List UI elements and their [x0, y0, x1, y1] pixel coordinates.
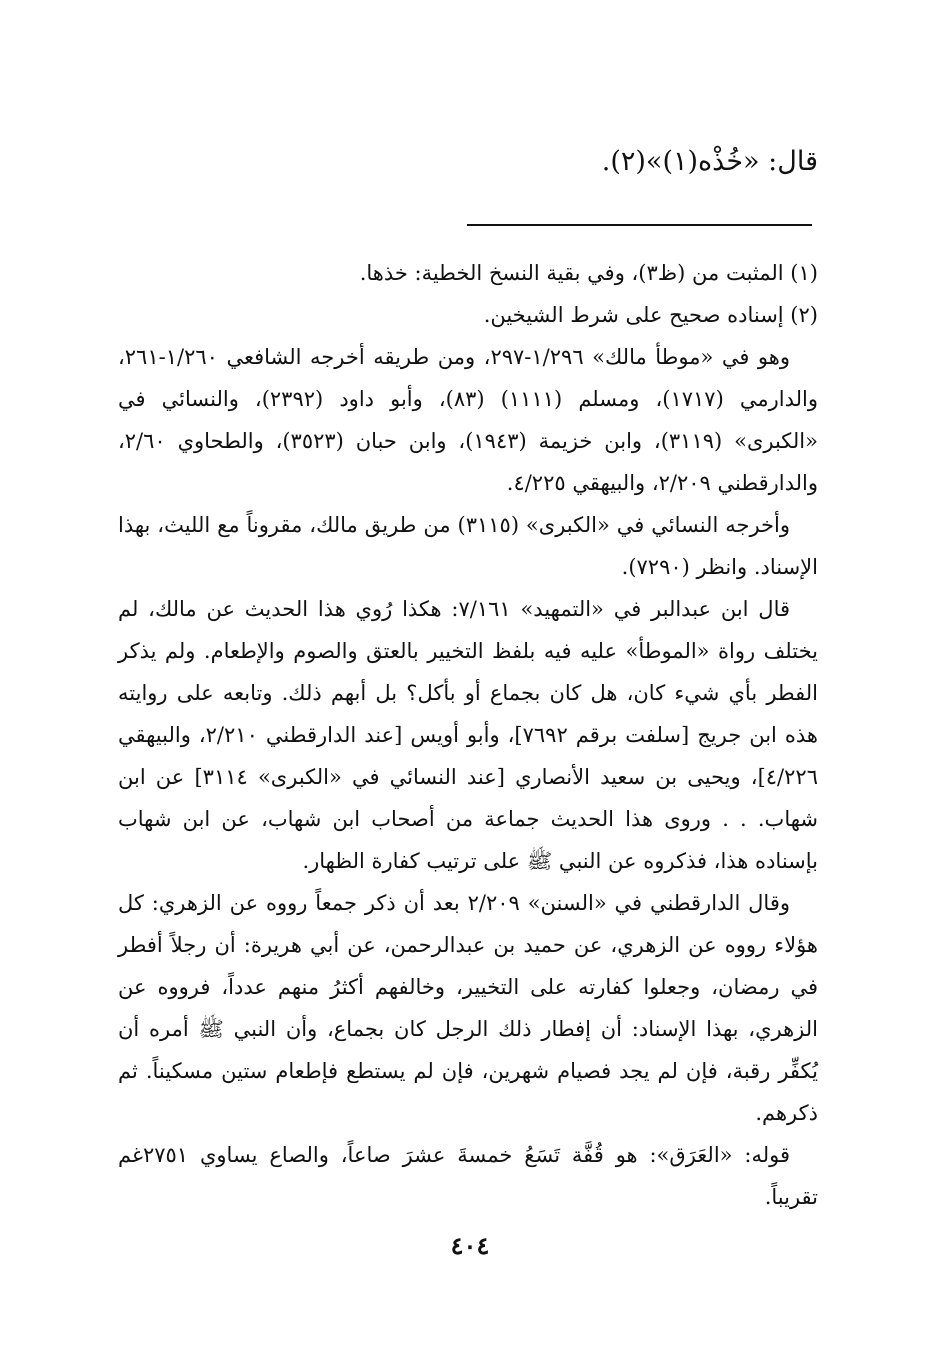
footnote-2: (٢) إسناده صحيح على شرط الشيخين.	[483, 303, 818, 327]
main-text: قال: «خُذْه(١)»(٢).	[601, 146, 818, 177]
footnote-1: (١) المثبت من (ظ٣)، وفي بقية النسخ الخطية: خذها.	[359, 261, 818, 285]
footnote-paragraph-ibn-abdulbarr: قال ابن عبدالبر في «التمهيد» ٧/١٦١: هكذا رُوي هذا الحديث عن مالك، لم يختلف رواة «الموطأ» عليه فيه بلفظ التخيير بالعتق والصوم والإطعام. ولم يذكر الفطر بأي شيء كان، هل كان بجماع أو بأكل؟ بل أبهم ذلك. وتابعه على روايته هذه ابن جريج [سلفت برقم ٧٦٩٢]، وأبو أويس [عند الدارقطني ٢/٢١٠، والبيهقي ٤/٢٢٦]، ويحيى بن سعيد الأنصاري [عند النسائي في «الكبرى» ٣١١٤] عن ابن شهاب. . . وروى هذا الحديث جماعة من أصحاب ابن شهاب، عن ابن شهاب بإسناده هذا، فذكروه عن النبي ﷺ على ترتيب كفارة الظهار.	[118, 597, 818, 873]
footnote-separator	[467, 224, 812, 226]
footnote-paragraph-sources: وهو في «موطأ مالك» ١/٢٩٦-٢٩٧، ومن طريقه أخرجه الشافعي ١/٢٦٠-٢٦١، والدارمي (١٧١٧)، ومسلم (١١١١) (٨٣)، وأبو داود (٢٣٩٢)، والنسائي في «الكبرى» (٣١١٩)، وابن خزيمة (١٩٤٣)، وابن حبان (٣٥٢٣)، والطحاوي ٢/٦٠، والدارقطني ٢/٢٠٩، والبيهقي ٤/٢٢٥.	[118, 345, 818, 495]
page-number: ٤٠٤	[450, 1231, 490, 1260]
footnote-paragraph-araq: قوله: «العَرَق»: هو قُفَّة تَسَعُ خمسةَ عشرَ صاعاً، والصاع يساوي ٢٧٥١غم تقريباً.	[118, 1143, 818, 1209]
footnotes-section	[118, 252, 818, 1218]
footnote-paragraph-daraqutni: وقال الدارقطني في «السنن» ٢/٢٠٩ بعد أن ذكر جمعاً رووه عن الزهري: كل هؤلاء رووه عن الزهري، عن حميد بن عبدالرحمن، عن أبي هريرة: أن رجلاً أفطر في رمضان، وجعلوا كفارته على التخيير، وخالفهم أكثرُ منهم عدداً، فرووه عن الزهري، بهذا الإسناد: أن إفطار ذلك الرجل كان بجماع، وأن النبي ﷺ أمره أن يُكفِّر رقبة، فإن لم يجد فصيام شهرين، فإن لم يستطع فإطعام ستين مسكيناً. ثم ذكرهم.	[118, 891, 818, 1125]
footnote-paragraph-nasai: وأخرجه النسائي في «الكبرى» (٣١١٥) من طريق مالك، مقروناً مع الليث، بهذا الإسناد. وانظر (٧٢٩٠).	[118, 513, 818, 579]
